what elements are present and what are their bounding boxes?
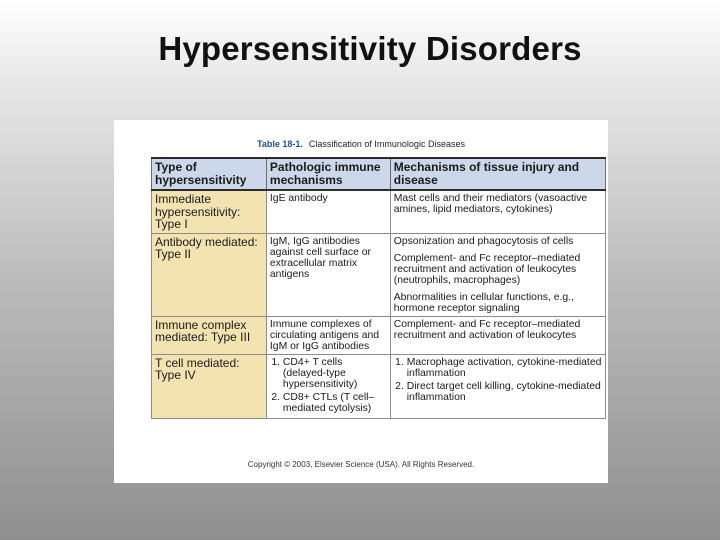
header-mechanism: Pathologic immune mechanisms <box>266 158 390 190</box>
table-row <box>152 354 606 418</box>
injury-text: Complement- and Fc receptor–mediated recruitment and activation of leukocytes (neutrophils, macrophages) <box>393 252 581 286</box>
classification-table <box>151 157 606 419</box>
table-row <box>152 316 606 354</box>
injury-cell <box>390 316 605 354</box>
header-type: Type of hypersensitivity <box>152 158 267 190</box>
mechanism-text: Immune complexes of circulating antigens and IgM or IgG antibodies <box>269 318 380 352</box>
type-cell: Immune complex mediated: Type III <box>152 316 267 354</box>
injury-cell <box>390 233 605 316</box>
injury-list-item: 2. Direct target cell killing, cytokine-mediated inflammation <box>407 381 602 403</box>
injury-cell <box>390 190 605 233</box>
table-caption-text: Classification of Immunologic Diseases <box>308 139 465 149</box>
injury-text: Opsonization and phagocytosis of cells <box>393 235 574 247</box>
mechanism-cell <box>266 233 390 316</box>
injury-text: Complement- and Fc receptor–mediated recruitment and activation of leukocytes <box>393 318 581 341</box>
mechanism-list-item: 1. CD4+ T cells (delayed-type hypersensitivity) <box>283 357 387 390</box>
mechanism-list-item: 2. CD8+ CTLs (T cell–mediated cytolysis) <box>283 392 387 414</box>
header-injury: Mechanisms of tissue injury and disease <box>390 158 605 190</box>
mechanism-cell <box>266 354 390 418</box>
injury-text: Mast cells and their mediators (vasoactive amines, lipid mediators, cytokines) <box>393 193 588 215</box>
mechanism-cell <box>266 190 390 233</box>
mechanism-text: IgM, IgG antibodies against cell surface or extracellular matrix antigens <box>269 235 371 280</box>
type-cell: T cell mediated: Type IV <box>152 354 267 418</box>
mechanism-list <box>270 357 387 414</box>
table-number: Table 18-1. <box>257 139 303 149</box>
mechanism-text: IgE antibody <box>269 193 328 204</box>
injury-list-item: 1. Macrophage activation, cytokine-mediated inflammation <box>407 357 602 379</box>
type-cell: Immediate hypersensitivity: Type I <box>152 190 267 233</box>
copyright-notice: Copyright © 2003, Elsevier Science (USA). All Rights Reserved. <box>247 460 475 469</box>
injury-text: Abnormalities in cellular functions, e.g., hormone receptor signaling <box>393 291 574 314</box>
table-row <box>152 190 606 233</box>
table-caption <box>114 139 608 149</box>
injury-list <box>394 357 602 403</box>
header-row <box>152 158 606 190</box>
slide-title: Hypersensitivity Disorders <box>158 30 582 67</box>
table-figure <box>114 120 608 483</box>
injury-cell <box>390 354 605 418</box>
table-row <box>152 233 606 316</box>
mechanism-cell <box>266 316 390 354</box>
type-cell: Antibody mediated: Type II <box>152 233 267 316</box>
